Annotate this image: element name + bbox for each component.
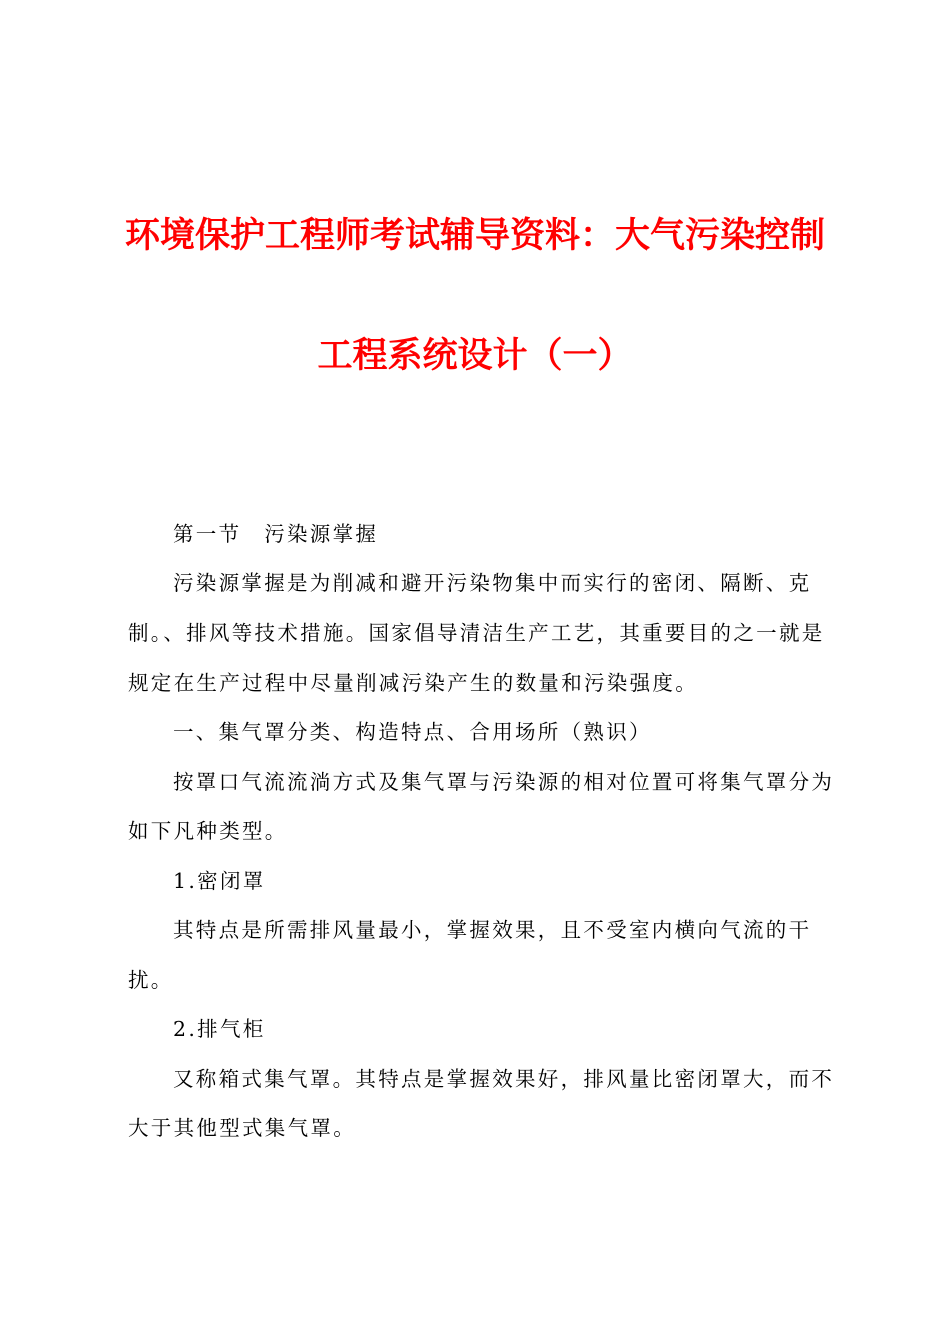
document-title-line-1: 环境保护工程师考试辅导资料：大气污染控制 (124, 216, 825, 256)
item-2-text-line-1: 又称箱式集气罩。其特点是掌握效果好，排风量比密闭罩大，而不 (173, 1067, 835, 1091)
paragraph-1-line-1: 污染源掌握是为削减和避开污染物集中而实行的密闭、隔断、克 (173, 571, 812, 595)
section-heading: 第一节 污染源掌握 (173, 522, 379, 546)
item-1-text-line-1: 其特点是所需排风量最小，掌握效果，且不受室内横向气流的干 (173, 918, 812, 942)
item-1-title: 1.密闭罩 (173, 869, 266, 893)
subheading-collectors: 一、集气罩分类、构造特点、合用场所（熟识） (173, 720, 652, 744)
paragraph-2-line-2: 如下凡种类型。 (128, 819, 288, 843)
paragraph-1-line-3: 规定在生产过程中尽量削减污染产生的数量和污染强度。 (128, 671, 698, 695)
paragraph-2-line-1: 按罩口气流流淌方式及集气罩与污染源的相对位置可将集气罩分为 (173, 770, 835, 794)
item-2-text-line-2: 大于其他型式集气罩。 (128, 1116, 356, 1140)
item-2-title: 2.排气柜 (173, 1017, 266, 1041)
paragraph-1-line-2: 制。、排风等技术措施。国家倡导清洁生产工艺，其重要目的之一就是 (128, 621, 825, 645)
item-1-text-line-2: 扰。 (128, 968, 174, 992)
document-title-line-2: 工程系统设计（一） (317, 336, 633, 376)
